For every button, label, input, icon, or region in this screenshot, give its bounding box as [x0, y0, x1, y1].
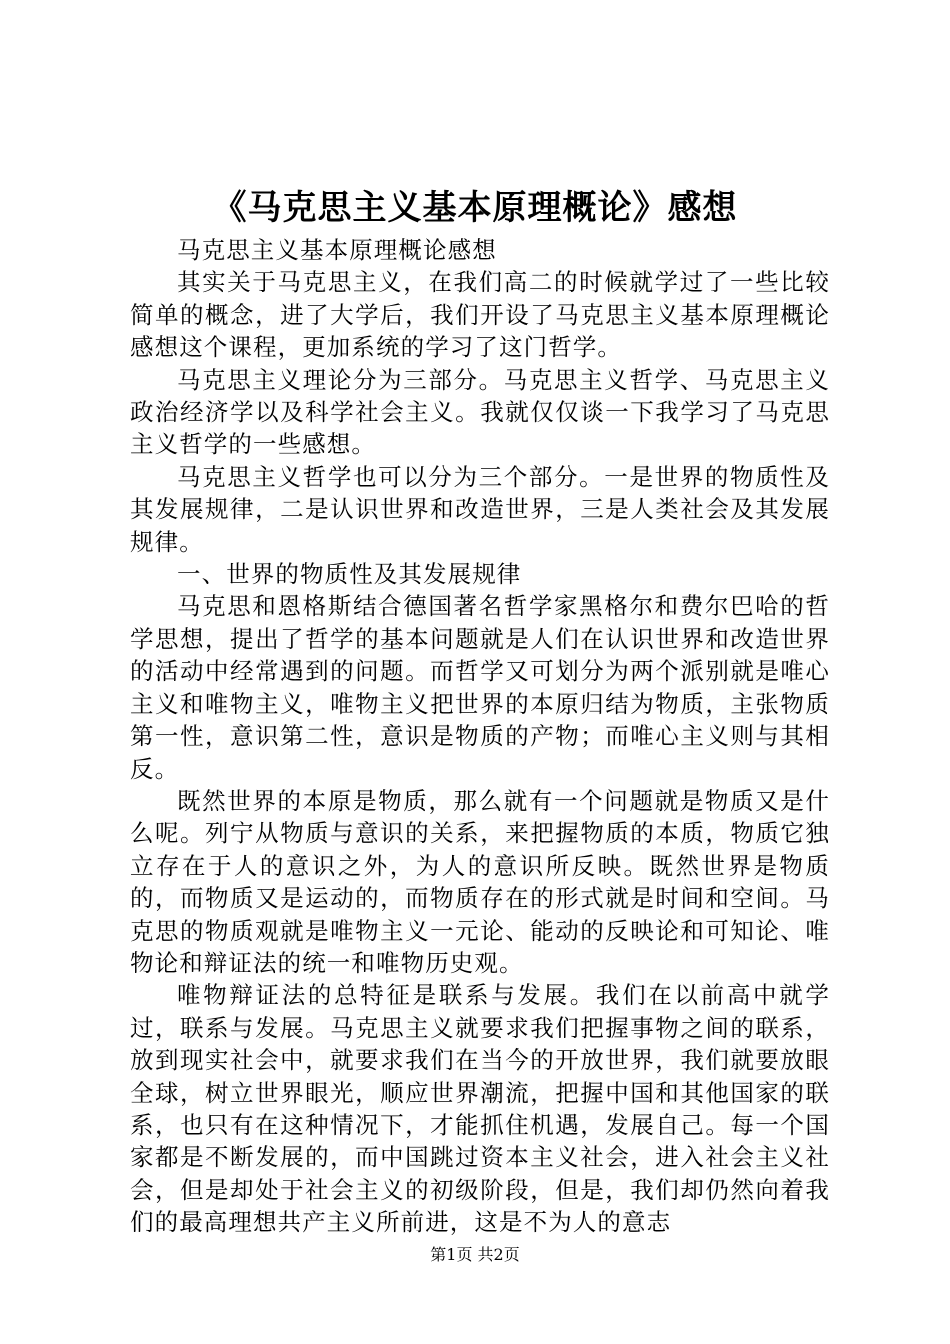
paragraph: 马克思和恩格斯结合德国著名哲学家黑格尔和费尔巴哈的哲学思想，提出了哲学的基本问题就是人们在认识世界和改造世界的活动中经常遇到的问题。而哲学又可划分为两个派别就是唯心主义和唯物主义，唯物主义把世界的本原归结为物质，主张物质第一性，意识第二性，意识是物质的产物；而唯心主义则与其相反。 — [130, 592, 830, 783]
document-body — [130, 234, 830, 1239]
page-footer: 第1页 共2页 — [430, 1245, 520, 1264]
paragraph: 马克思主义哲学也可以分为三个部分。一是世界的物质性及其发展规律，二是认识世界和改造世界，三是人类社会及其发展规律。 — [130, 462, 830, 556]
paragraph-subtitle: 马克思主义基本原理概论感想 — [177, 236, 497, 264]
document-title: 《马克思主义基本原理概论》感想 — [212, 188, 738, 228]
paragraph: 唯物辩证法的总特征是联系与发展。我们在以前高中就学过，联系与发展。马克思主义就要求我们把握事物之间的联系，放到现实社会中，就要求我们在当今的开放世界，我们就要放眼全球，树立世界眼光，顺应世界潮流，把握中国和其他国家的联系，也只有在这种情况下，才能抓住机遇，发展自己。每一个国家都是不断发展的，而中国跳过资本主义社会，进入社会主义社会，但是却处于社会主义的初级阶段，但是，我们却仍然向着我们的最高理想共产主义所前进，这是不为人的意志 — [130, 981, 830, 1237]
paragraph: 马克思主义理论分为三部分。马克思主义哲学、马克思主义政治经济学以及科学社会主义。我就仅仅谈一下我学习了马克思主义哲学的一些感想。 — [130, 365, 830, 459]
section-heading: 一、世界的物质性及其发展规律 — [177, 560, 522, 589]
paragraph: 其实关于马克思主义，在我们高二的时候就学过了一些比较简单的概念，进了大学后，我们开设了马克思主义基本原理概论感想这个课程，更加系统的学习了这门哲学。 — [130, 268, 830, 362]
paragraph: 既然世界的本原是物质，那么就有一个问题就是物质又是什么呢。列宁从物质与意识的关系，来把握物质的本质，物质它独立存在于人的意识之外，为人的意识所反映。既然世界是物质的，而物质又是运动的，而物质存在的形式就是时间和空间。马克思的物质观就是唯物主义一元论、能动的反映论和可知论、唯物论和辩证法的统一和唯物历史观。 — [130, 786, 830, 977]
